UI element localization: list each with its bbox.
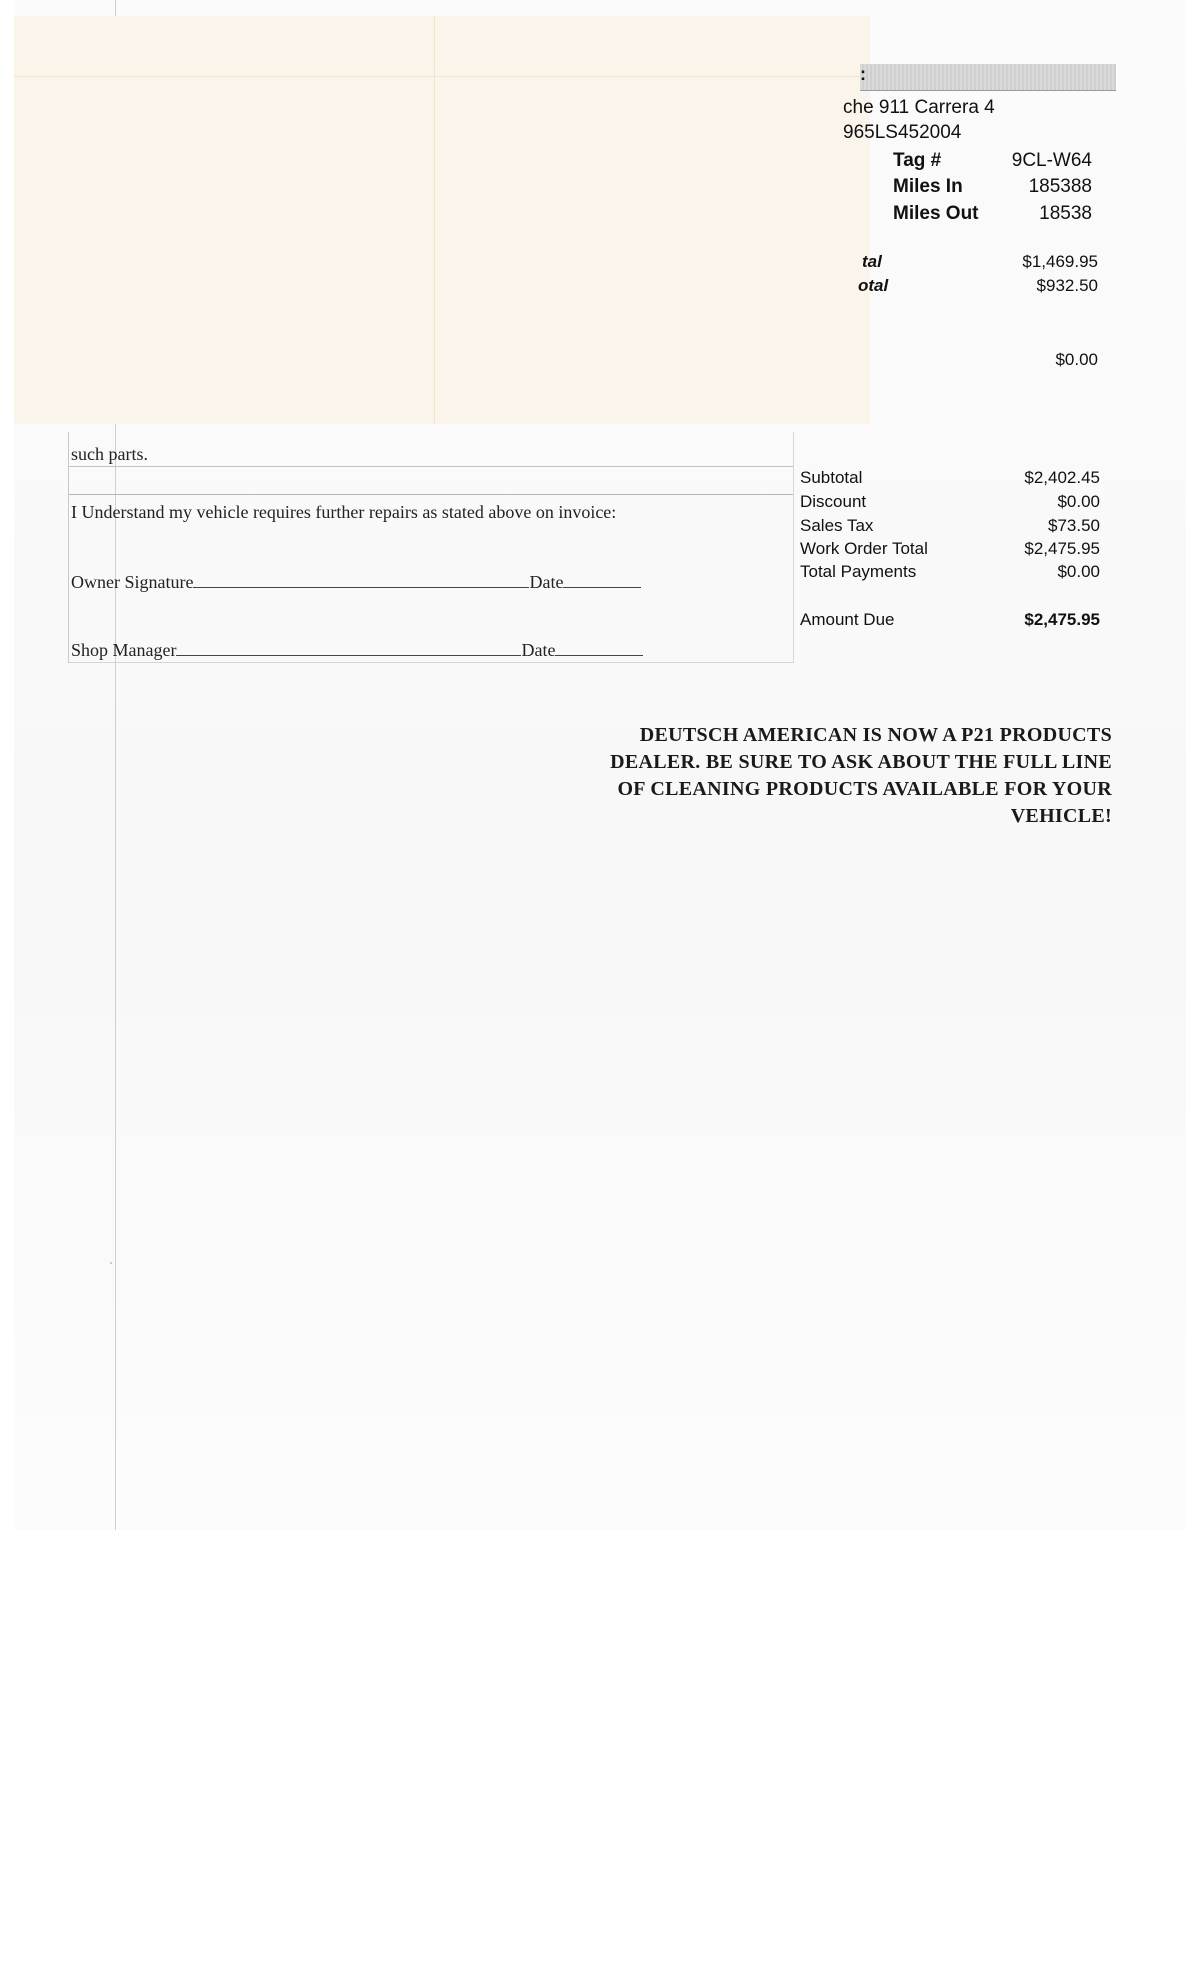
sales-tax-label: Sales Tax: [800, 516, 874, 535]
miles-in-label: Miles In: [893, 176, 963, 197]
redaction-crease: [14, 76, 870, 77]
owner-signature-field[interactable]: [193, 573, 529, 588]
redaction-fold-mark: [434, 16, 435, 424]
amount-due-label: Amount Due: [800, 610, 895, 629]
discount-value: $0.00: [1057, 492, 1100, 511]
manager-date-label: Date: [521, 640, 556, 660]
owner-date-field[interactable]: [563, 573, 641, 588]
cut-off-text: such parts.: [71, 444, 148, 464]
vehicle-model: che 911 Carrera 4: [843, 97, 995, 118]
owner-date-label: Date: [529, 572, 564, 592]
shop-manager-signature-field[interactable]: [176, 641, 521, 656]
promo-notice: [540, 722, 1112, 830]
sales-tax-value: $73.50: [1048, 516, 1100, 535]
acknowledgement-form: [68, 432, 794, 663]
manager-date-field[interactable]: [555, 641, 643, 656]
form-divider: [69, 494, 793, 495]
owner-signature-row: [71, 572, 641, 593]
shop-manager-row: [71, 640, 643, 661]
promo-line: DEUTSCH AMERICAN IS NOW A P21 PRODUCTS: [639, 724, 1112, 746]
parts-total-value: $1,469.95: [1022, 252, 1098, 271]
work-order-total-value: $2,475.95: [1024, 539, 1100, 558]
subtotal-value: $2,402.45: [1024, 468, 1100, 487]
promo-line: OF CLEANING PRODUCTS AVAILABLE FOR YOUR: [617, 778, 1112, 800]
scan-speck: [110, 1262, 112, 1264]
promo-line: DEALER. BE SURE TO ASK ABOUT THE FULL LINE: [610, 751, 1112, 773]
vehicle-header-label: :: [860, 64, 866, 84]
work-order-total-label: Work Order Total: [800, 539, 928, 558]
total-payments-label: Total Payments: [800, 562, 917, 581]
subtotal-label: Subtotal: [800, 468, 863, 487]
labor-total-label: otal: [858, 276, 889, 295]
vehicle-section-header: [860, 64, 1116, 91]
form-divider: [69, 466, 793, 467]
tag-label: Tag #: [893, 150, 942, 171]
discount-label: Discount: [800, 492, 867, 511]
labor-total-value: $932.50: [1036, 276, 1098, 295]
owner-signature-label: Owner Signature: [71, 572, 194, 592]
amount-due-value: $2,475.95: [1024, 610, 1100, 629]
miles-in-value: 185388: [1028, 176, 1092, 197]
acknowledgement-text: I Understand my vehicle requires further repairs as stated above on invoice:: [71, 502, 617, 522]
parts-total-label: tal: [862, 252, 882, 271]
miles-out-label: Miles Out: [893, 203, 979, 224]
vehicle-vin: 965LS452004: [843, 122, 962, 143]
miles-out-value: 18538: [1039, 203, 1092, 224]
total-payments-value: $0.00: [1057, 562, 1100, 581]
tag-value: 9CL-W64: [1011, 150, 1092, 171]
other-charges-value: $0.00: [1055, 350, 1098, 369]
redacted-region: [14, 16, 870, 424]
promo-line: VEHICLE!: [1010, 805, 1112, 827]
shop-manager-label: Shop Manager: [71, 640, 177, 660]
